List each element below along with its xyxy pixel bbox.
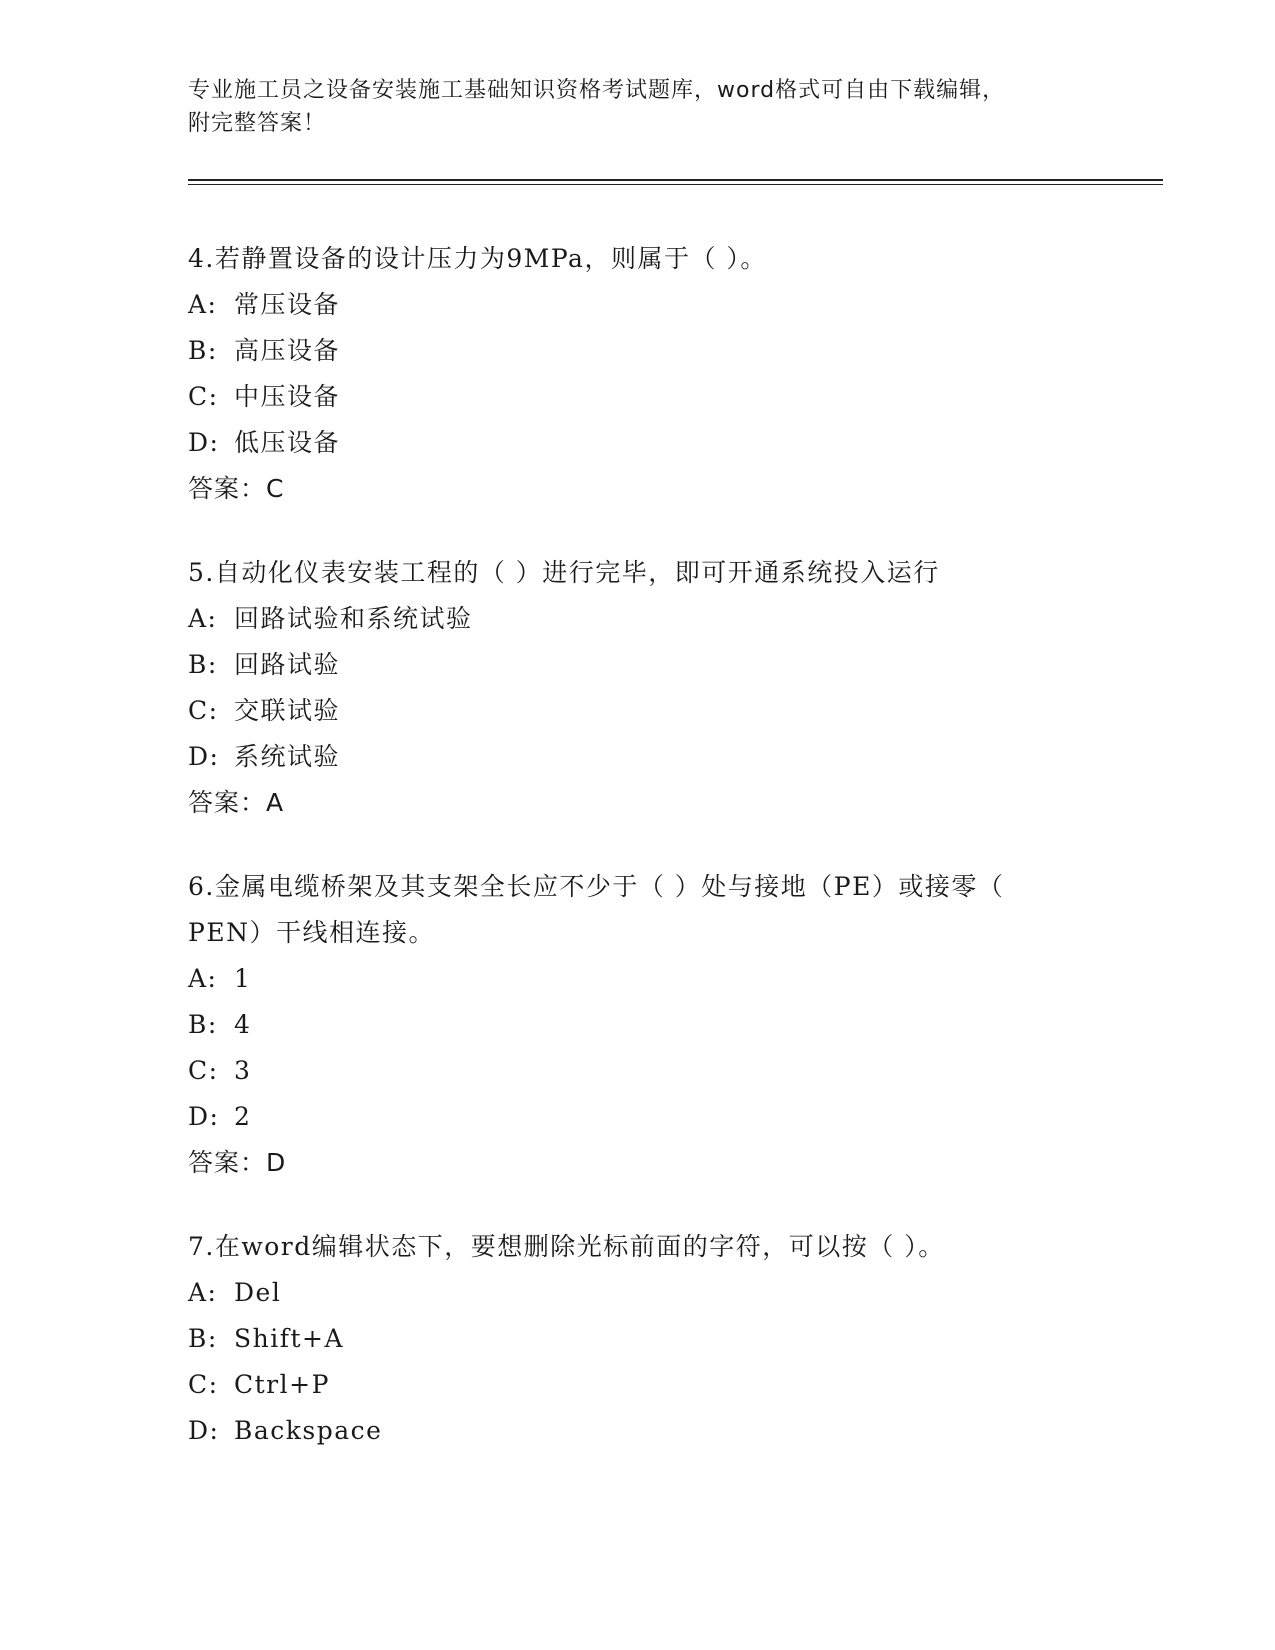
option-text: 4 [234, 1010, 252, 1039]
option-key: D: [188, 742, 220, 771]
question-text-line-2: PEN）干线相连接。 [188, 918, 435, 947]
option-text: 3 [234, 1056, 252, 1085]
question-text: 5.自动化仪表安装工程的（ ）进行完毕，即可开通系统投入运行 [188, 558, 940, 587]
option-key: C: [188, 382, 219, 411]
option-a [188, 282, 1108, 328]
question-4 [188, 236, 1108, 512]
option-key: B: [188, 1324, 218, 1353]
option-d [188, 1094, 1108, 1140]
option-text: 回路试验和系统试验 [234, 604, 473, 633]
option-key: A: [188, 604, 218, 633]
option-b [188, 642, 1108, 688]
option-b [188, 1316, 1108, 1362]
option-key: A: [188, 1278, 218, 1307]
question-6 [188, 864, 1108, 1186]
option-c [188, 1048, 1108, 1094]
option-key: D: [188, 1416, 220, 1445]
question-5 [188, 550, 1108, 826]
option-key: B: [188, 1010, 218, 1039]
answer-line: 答案：C [188, 474, 285, 503]
header-line-2: 附完整答案！ [188, 111, 327, 136]
option-a [188, 956, 1108, 1002]
question-text: 4.若静置设备的设计压力为9MPa，则属于（ ）。 [188, 244, 767, 273]
option-d [188, 420, 1108, 466]
option-a [188, 596, 1108, 642]
option-c [188, 374, 1108, 420]
document-header [188, 74, 1088, 140]
option-d [188, 734, 1108, 780]
option-key: A: [188, 290, 218, 319]
option-text: Backspace [234, 1416, 383, 1445]
option-c [188, 1362, 1108, 1408]
option-text: Del [234, 1278, 282, 1307]
option-text: 2 [234, 1102, 252, 1131]
question-7 [188, 1224, 1108, 1454]
option-text: 回路试验 [234, 650, 341, 679]
option-text: 1 [234, 964, 252, 993]
answer-line: 答案：D [188, 1148, 287, 1177]
option-key: B: [188, 650, 218, 679]
option-key: D: [188, 428, 220, 457]
option-b [188, 328, 1108, 374]
question-text: 7.在word编辑状态下，要想删除光标前面的字符，可以按（ ）。 [188, 1232, 945, 1261]
option-text: 中压设备 [234, 382, 341, 411]
option-text: Shift+A [234, 1324, 345, 1353]
header-divider-thin [188, 184, 1163, 185]
option-key: C: [188, 1056, 219, 1085]
answer-line: 答案：A [188, 788, 285, 817]
option-key: C: [188, 696, 219, 725]
option-text: 低压设备 [234, 428, 341, 457]
option-b [188, 1002, 1108, 1048]
option-text: 常压设备 [234, 290, 341, 319]
option-text: 系统试验 [234, 742, 341, 771]
option-key: B: [188, 336, 218, 365]
option-key: D: [188, 1102, 220, 1131]
header-divider-thick [188, 179, 1163, 181]
question-list [188, 236, 1108, 1492]
option-text: 交联试验 [234, 696, 341, 725]
option-key: C: [188, 1370, 219, 1399]
option-d [188, 1408, 1108, 1454]
header-line-1: 专业施工员之设备安装施工基础知识资格考试题库，word格式可自由下载编辑， [188, 78, 1006, 103]
option-key: A: [188, 964, 218, 993]
option-text: 高压设备 [234, 336, 341, 365]
option-a [188, 1270, 1108, 1316]
question-text-line-1: 6.金属电缆桥架及其支架全长应不少于（ ）处与接地（PE）或接零（ [188, 872, 1005, 901]
option-c [188, 688, 1108, 734]
option-text: Ctrl+P [234, 1370, 330, 1399]
